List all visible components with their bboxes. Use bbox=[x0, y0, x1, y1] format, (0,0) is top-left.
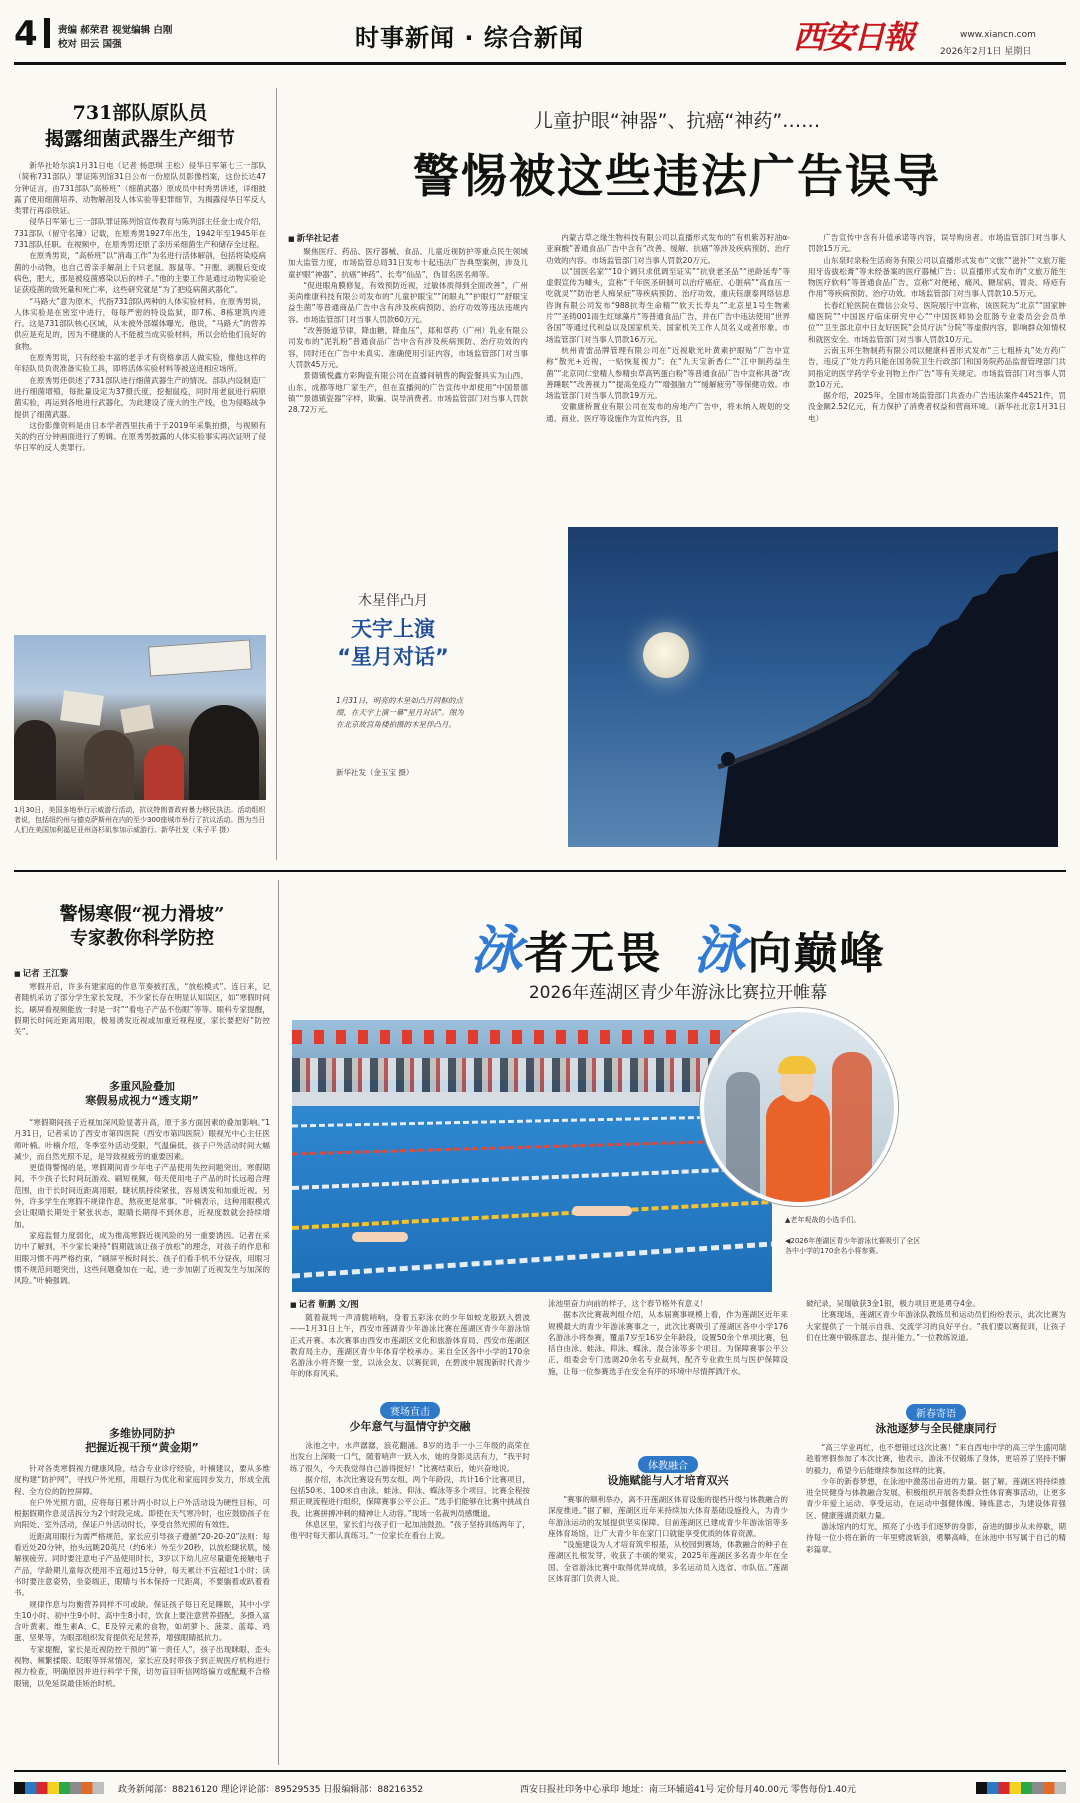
paragraph: 比赛现场，莲湖区青少年游泳队教练员和运动员们纷纷表示，此次比赛为大家提供了一个展示自我、交流学习的良好平台。“我们要以赛促训，让孩子们在比赛中锻炼意志、提升能力。”一位教练说道。 bbox=[806, 1310, 1066, 1342]
subheading: 设施赋能与人才培育双兴 bbox=[607, 1474, 729, 1487]
title-line: 天宇上演 bbox=[351, 617, 435, 641]
section-tag bbox=[548, 1454, 788, 1473]
paragraph: 据本次比赛裁判组介绍，从本届赛事规模上看，作为莲湖区近年来规模最大的青少年游泳赛事之一，此次比赛吸引了莲湖区各中小学176名游泳小将参赛，覆盖7岁至16岁全年龄段，设置50余个单项比赛，包括自由泳、蛙泳、仰泳、蝶泳、混合泳等多个项目。为保障赛事公平公正，组委会专门选调20余名专业裁判，配齐专业救生员与医护保障设施，让每一位参赛选手在安全有序的环境中尽情挥洒汗水。 bbox=[548, 1310, 788, 1376]
paragraph: 寒假开启，许多有建家庭的作息节奏被打乱，“放松模式”。连日来，记者随机采访了部分学生家长发现，不少家长存在明显认知误区，如“寒假时间长，刷屏看视频能放一时是一时”“看电子产品不伤眼”等等。眼科专家提醒，假期长时间近距离用眼，极易诱发近视或加重近视程度，家长要把好“防控关”。 bbox=[14, 982, 270, 1037]
section-rule bbox=[14, 870, 1066, 872]
page-header bbox=[0, 0, 1080, 70]
paragraph: 在原秀男还供述了731部队进行细菌武器生产的情况。部队内设制造厂进行细菌增殖，每批量设定为37摄氏度，挖掘鼠疫，同时用老鼠进行病原菌实验，再运到各地进行武器化，为此建设了庞大的生产线，也为侵略战争提供了细菌武器。 bbox=[14, 375, 266, 419]
bunting bbox=[292, 1030, 772, 1044]
article-headline: 警惕被这些违法广告误导 bbox=[413, 149, 941, 203]
moon-credit: 新华社发（金玉宝 摄） bbox=[336, 768, 414, 777]
paragraph: 针对各类寒假视力健康风险，结合专业诊疗经验，叶楠建议，要从多维度构建“防护网”，寻找户外光照，用眼行为优化和家庭同步发力，形成全流程、全方位的防控屏障。 bbox=[14, 1464, 270, 1496]
protest-photo bbox=[14, 635, 266, 800]
footer-printing: 西安日报社印务中心承印 地址：南三环辅道41号 定价每月40.00元 零售每份1.40元 bbox=[520, 1785, 856, 1795]
header-rule bbox=[14, 62, 1066, 65]
article-byline: ■ 新华社记者 bbox=[288, 232, 339, 244]
masthead-logo: 西安日報 bbox=[793, 18, 914, 56]
paragraph: 据介绍，本次比赛设有男女组、两个年龄段，共计16个比赛项目，包括50米、100米自由泳、蛙泳、仰泳、蝶泳等多个项目，比赛全程按照正规流程进行组织，保障赛事公平公正。“选手们能够在比赛中挑战自我，比赛拼搏冲刺的精神让人动容。”现场一名裁判员感慨道。 bbox=[290, 1474, 530, 1518]
subheading: 多维协同防护 把握近视干预“黄金期” bbox=[85, 1427, 199, 1454]
paragraph: 聚焦医疗、药品、医疗器械、食品、儿童近视防护等重点民生领域加大监管力度，市场监管总局31日发布十起违法广告典型案例，涉及儿童护眼“神器”、抗癌“神药”、长寿“仙品”，伪冒名医名师等。 bbox=[288, 247, 528, 279]
article-body bbox=[14, 1117, 270, 1422]
article-body bbox=[14, 160, 266, 620]
article-headline bbox=[290, 908, 1066, 983]
paragraph: 据介绍，2025年，全国市场监管部门共查办广告违法案件44521件，罚没金额2.52亿元，有力保护了消费者权益和营商环境。（新华社北京1月31日电） bbox=[808, 391, 1066, 423]
paragraph: 少年的新春梦想，在泳池中激荡出奋进的力量。据了解，莲湖区将持续推进全民健身与体教融合发展，积极组织开展各类群众性体育赛事活动，让更多青少年爱上运动、享受运动，在运动中强健体魄、锤炼意志，为建设体育强区、健康莲湖贡献力量。 bbox=[806, 1476, 1066, 1520]
page-footer bbox=[0, 1770, 1080, 1803]
tag-pill: 体教融合 bbox=[638, 1456, 698, 1473]
swimmer bbox=[352, 1232, 408, 1242]
article-body bbox=[14, 1463, 270, 1758]
headline-part: 向巅峰 bbox=[747, 928, 886, 979]
proof-line: 校对 田云 国强 bbox=[58, 39, 122, 50]
issue-date: 2026年2月1日 星期日 bbox=[940, 47, 1032, 57]
spectators bbox=[292, 1058, 772, 1092]
subheading: 少年意气与温情守护交融 bbox=[349, 1420, 471, 1433]
article-col bbox=[546, 232, 790, 516]
article-col bbox=[808, 232, 1066, 516]
child-background bbox=[726, 1072, 760, 1202]
child-background bbox=[832, 1052, 872, 1202]
tag-pill: 赛场直击 bbox=[380, 1402, 440, 1419]
paragraph: 在原秀男说，只有经验丰富的老手才有资格拿活人做实验，像他这样的年轻队员负责准备实验工具，即将活体实验材料等被送进相应场所。 bbox=[14, 353, 266, 374]
article-col bbox=[288, 246, 528, 516]
palace-roof-silhouette bbox=[568, 527, 1058, 847]
article-col bbox=[548, 1494, 788, 1762]
paragraph: 以“国医名家”“10个调只求低调至证实”“抗衰老圣品”“逆龄延寿”等虚假宣传为噱头，宣称“千年医圣研制可以治疗癌症、心脏病”“高血压一吃就灵”“防治老人痴呆症”等疾病预防、治疗功效，重庆钰康泰网络信息咨询有限公司发布“988抗寿生命精”“软天长寿丸”“北京星1号生物素片”“圣铸001雨生红球藻片”等普通食品广告，并在广告中违法使用“世界各国”等通过代利益以及国家机关、国家机关工作人员名义或者形象。市场监管部门对当事人罚款16万元。 bbox=[546, 266, 790, 344]
paragraph: 游泳馆内的灯光，照亮了小选手们逐梦的身影，奋进的脚步从未停歇，期待每一位小将在新的一年里劈波斩浪，勇攀高峰，在泳池中书写属于自己的精彩篇章。 bbox=[806, 1522, 1066, 1554]
protester bbox=[14, 720, 56, 800]
article-intro bbox=[14, 981, 270, 1075]
color-bar bbox=[976, 1782, 1066, 1794]
paragraph: 新华社哈尔滨1月31日电（记者 杨思琪 王松）侵华日军第七三一部队（简称731部队）罪证陈列馆31日公布一份原队员影像档案，这份长达47分钟证言，由731部队“高桥班”（细菌武器）原成员中村秀男讲述，详细披露了使用细菌培养、动物解剖及人体实验等犯罪细节，为揭露侵华日军反人类罪行再添铁证。 bbox=[14, 161, 266, 216]
headline-line: 警惕寒假“视力滑坡” bbox=[59, 904, 225, 925]
paragraph: “设施建设为人才培育筑牢根基，从校园到赛场，体教融合的种子在莲湖区扎根发芽，收获了丰硕的果实，2025年莲湖区多名青少年在全国、全省游泳比赛中取得优异成绩，多名运动员入选省、市队伍。”莲湖区体育部门负责人说。 bbox=[548, 1540, 788, 1584]
paragraph: 云南玉环生物制药有限公司以健康科普形式发布“三七粗桥丸”处方药广告，违反了“处方药只能在国务院卫生行政部门和国务院药品监督管理部门共同指定的医学药学专业刊物上作广告”等有关规定。市场监管部门对当事人罚款10万元。 bbox=[808, 345, 1066, 389]
article-byline: ■ 记者 王江黎 bbox=[14, 967, 68, 979]
paragraph: 这份影像资料是由日本学者西里扶甬于于2019年采集拍摄，与视频有关的约百分钟画面进行了剪辑。在原秀男披露的人体实验事实再次证明了侵华日军的反人类罪行。 bbox=[14, 420, 266, 453]
paragraph: 近距离用眼行为需严格规范，家长应引导孩子遵循“20-20-20”法则：每看近处20分钟，抬头远眺20英尺（约6米）外至少20秒，以放松睫状肌，缓解视疲劳。同时要注意电子产品使用时长，3岁以下幼儿应尽量避免接触电子产品，学龄期儿童每次使用不宜超过15分钟，每天累计不宜超过1小时；读书时要注意姿势，坐姿端正，眼睛与书本保持一尺距离，不要躺着或趴着看书。 bbox=[14, 1531, 270, 1598]
article-subtitle: 2026年莲湖区青少年游泳比赛拉开帷幕 bbox=[528, 983, 828, 1003]
paragraph: 在户外光照方面，应将每日累计两小时以上户外活动设为硬性目标，可根据假期作息灵活拆分为2个时段完成。即使在天气寒冷时，也应鼓励孩子在向阳处、室外活动，保证户外活动时长，享受自然光照的有效性。 bbox=[14, 1497, 270, 1530]
protest-sign bbox=[60, 690, 104, 725]
section-title: 时事新闻 · 综合新闻 bbox=[355, 24, 584, 52]
moon-title bbox=[308, 615, 478, 671]
article-731 bbox=[14, 90, 266, 870]
section-tag bbox=[806, 1402, 1066, 1421]
headline-line: 揭露细菌武器生产细节 bbox=[44, 128, 235, 150]
paragraph: 侵华日军第七三一部队罪证陈列馆宣传教育与陈列部主任金士成介绍，731部队（留守名簿）记载，在原秀男1927年出生，1942年至1945年在731部队任职。在视频中，在原秀男还原了亲历采细菌生产和储存全过程。 bbox=[14, 217, 266, 250]
photo-caption: ◀2026年莲湖区青少年游泳比赛吸引了全区各中小学的170余名小将参赛。 bbox=[785, 1237, 921, 1255]
paragraph: 广告宣传中含有升值承诺等内容，误导购房者。市场监管部门对当事人罚款15万元。 bbox=[808, 233, 1066, 254]
paragraph: 杭州青雷品牌管理有限公司在“近视歇光叶黄素护眼贴”广告中宣称“散光+近视，一贴恢复视力”；在“九天宝新香仁”“江中制药益生菌”“北京同仁堂精人参精虫草高钙蛋白粉”等普通食品广告中宣称具备“改善睡眠”“改善视力”“提高免疫力”“增强脑力”“缓解疲劳”等保健功效。市场监管部门对当事人罚款19万元。 bbox=[546, 345, 790, 401]
article-byline: ■ 记者 靳鹏 文/图 bbox=[290, 1298, 359, 1310]
paragraph: 破纪录，吴瑞敏获3金1银，极力项目更是勇夺4金。 bbox=[806, 1299, 980, 1308]
lane-ropes bbox=[292, 1106, 772, 1292]
child-cap bbox=[778, 1056, 816, 1074]
paragraph: 内蒙古草之缘生物科技有限公司以直播形式发布的“有机紫苏籽油α-亚麻酸”普通食品广告中含有“改善、缓解、抗癌”等涉及疾病预防、治疗功效的内容。市场监管部门对当事人罚款20万元。 bbox=[546, 233, 790, 265]
paragraph: 规律作息与均衡营养同样不可或缺。保证孩子每日充足睡眠，其中小学生10小时、初中生9小时、高中生8小时，饮食上要注意营养搭配，多摄入富含叶黄素、维生素A、C、E及锌元素的食物，如胡萝卜、菠菜、蓝莓、鸡蛋、坚果等，为眼部组织发育提供充足营养，增强眼睛抵抗力。 bbox=[14, 1599, 270, 1643]
kids-round-photo bbox=[700, 1008, 898, 1206]
article-vision bbox=[14, 885, 270, 1765]
paragraph: 长春红轮医院在微信公众号、医院展厅中宣称，该医院为“北京”“国家肿瘤医院”“中国医疗临床研究中心”“中国医师协会肛肠专业委员会会员单位”“卫生部北京中日友好医院”会员疗法“分院”等虚假内容，影响群众知情权和就医安全。市场监管部门对当事人罚款10万元。 bbox=[808, 300, 1066, 344]
moon-caption: 1月31日，明亮的木星如凸月同框的点缀，在天宇上演一幕“星月对话”。图为在北京故宫角楼拍摄的木星伴凸月。 bbox=[336, 696, 464, 729]
photo-caption: ▲老年观战的小选手们。 bbox=[785, 1216, 861, 1224]
article-swim bbox=[290, 880, 1066, 1768]
moon-kicker: 木星伴凸月 bbox=[358, 593, 428, 609]
article-col bbox=[290, 1312, 530, 1394]
article-col bbox=[548, 1298, 788, 1448]
color-bar bbox=[14, 1782, 104, 1794]
protest-sign bbox=[120, 705, 154, 734]
paragraph: 家庭监督力度弱化，成为推高寒假近视风险的另一重要诱因。记者在采访中了解到，不少家长秉持“假期就该让孩子放松”的理念，对孩子的作息和用眼习惯不再严格约束，“刷屏平板时间长、孩子们看手机不分昼夜，用眼习惯不规范问题突出，这些问题叠加在一起，进一步加剧了近视发生与加深的风险。”叶楠强调。 bbox=[14, 1230, 270, 1286]
paragraph: “改善肠道节律，降血糖，降血压”，郑和草药（广州）乳业有限公司发布的“泥乳粉”普通食品广告中含有涉及疾病预防、治疗功效的内容，同时还在广告中未真实、准确使用引证内容，市场监管部门对当事人罚款45万元。 bbox=[288, 326, 528, 369]
article-headline bbox=[14, 903, 270, 951]
headline-highlight: 泳 bbox=[693, 921, 748, 981]
paragraph: “马路大”意为原木，代指731部队两种的人体实验材料。在原秀男说，人体实验是在密室中进行，每每严密的特设监狱，即7栋、8栋建筑内进行。这是731部队核心区域，从未被外部媒体曝光。他说，“马路大”的营养供应是充足的，因为不健康的人不能被当成实验材料，所以会给他们良好的食物。 bbox=[14, 296, 266, 351]
column-divider bbox=[278, 880, 279, 1765]
column-divider bbox=[276, 88, 277, 860]
paragraph: 随着裁判一声清脆哨响，身着五彩泳衣的少年如蛟龙般跃入碧波——1月31日上午，西安市莲湖青少年游泳比赛在莲湖区青少年游泳馆正式开赛。本次赛事由西安市莲湖区文化和旅游体育局、西安市莲湖区教育局主办，莲湖区青少年体育学校承办。来自全区各中小学的170余名游泳小将齐聚一堂，以泳会友、以赛促训，在碧波中展现新时代青少年的体育风采。 bbox=[290, 1313, 530, 1379]
tag-pill: 新春寄语 bbox=[906, 1404, 966, 1421]
page-number: 4 bbox=[14, 14, 38, 54]
paragraph: 泳池里奋力向前的样子，这个春节格外有意义！ bbox=[548, 1299, 708, 1308]
protest-sign bbox=[148, 639, 252, 676]
headline-part: 者无畏 bbox=[524, 928, 663, 979]
protester bbox=[84, 730, 134, 800]
protester bbox=[189, 705, 259, 800]
pool-photo bbox=[292, 1020, 772, 1292]
paragraph: “促进眼角膜修复，有效预防近视，过敏体质得到全面改善”，广州美尚维康科技有限公司发布的“儿童护眼宝”“闭眼丸”“护眼灯”“舒眼宝益生菌”等普通商品广告中含有涉及疾病预防、治疗功效等违法违规内容。市场监管部门对当事人罚款60万元。 bbox=[288, 280, 528, 324]
headline-line: 专家教你科学防控 bbox=[70, 928, 214, 949]
paragraph: “高三学业再忙，也不想错过这次比赛！”来自西电中学的高三学生盛同瑞趁着寒假参加了本次比赛，他表示，游泳不仅锻炼了身体，更培养了坚持不懈的毅力，希望今后能继续参加这样的比赛。 bbox=[806, 1443, 1066, 1475]
article-col bbox=[806, 1442, 1066, 1762]
subheading: 多重风险叠加 寒假易成视力“透支期” bbox=[85, 1080, 199, 1107]
site-url: www.xiancn.com bbox=[960, 30, 1036, 40]
paragraph: 泳池之中，水声潺潺，浪花翻涌。8岁的选手一小三年级的高荣在出发台上深吸一口气，随着哨声一跃入水，她的身影灵活有力，“我平时练了很久，今天我觉得自己游得挺好！”比赛结束后，她兴奋地说。 bbox=[290, 1441, 530, 1473]
paragraph: 在原秀男说，“高桥班”以“消毒工作”为名进行活体解剖，包括将染疫病菌的小动物，也自己曾亲手解剖上千只老鼠、豚鼠等。“开膛、剥腹后变成病色，肥大，那是被疫菌感染以后的样子。”他的主要工作是通过动物实验论证获疫菌的致死量和死亡率，这些研究就是“为了把疫病菌武器化”。 bbox=[14, 251, 266, 295]
article-col bbox=[290, 1440, 530, 1762]
section-tag bbox=[290, 1400, 530, 1419]
article-kicker: 儿童护眼“神器”、抗癌“神药”…… bbox=[533, 110, 821, 132]
paragraph: “寒假期间孩子近视加深风险显著升高，原于多方面因素的叠加影响。”1月31日，记者采访了西安市第四医院（西安市第四医院）眼视光中心主任医师叶楠。叶楠介绍，冬季室外活动受限，气温偏低，孩子户外活动时间大幅减少，而自然光照不足，是导致视疲劳的重要因素。 bbox=[14, 1118, 270, 1161]
swimmer bbox=[572, 1206, 632, 1216]
paragraph: “赛事的顺利举办，离不开莲湖区体育设施的提档升级与体教融合的深度推进。”据了解，莲湖区近年来持续加大体育基础设施投入，为青少年游泳运动的发展提供坚实保障。目前莲湖区已建成青少年游泳馆等多座体育场馆，让广大青少年在家门口就能享受优质的体育资源。 bbox=[548, 1495, 788, 1538]
moon-photo bbox=[568, 527, 1058, 847]
paragraph: 专家提醒，家长是近视防控干预的“第一责任人”，孩子出现眯眼、歪头视物、频繁揉眼、眨眼等异常情况，家长应及时带孩子到正规医疗机构进行视力检查，明确原因并进行科学干预，切勿盲目听信网络偏方或配戴不合格眼镜，以免延误最佳矫治时机。 bbox=[14, 1644, 270, 1688]
paragraph: 景德镇悦鑫方彩陶瓷有限公司在直播间销售的陶瓷餐具实为山西、山东、成都等地厂家生产，但在直播间的广告宣传中却使用“中国景德镇”“景德镇瓷器”字样，欺骗、误导消费者。市场监管部门对当事人罚款28.72万元。 bbox=[288, 371, 528, 415]
title-line: “星月对话” bbox=[337, 645, 449, 669]
article-ads bbox=[288, 80, 1066, 520]
paragraph: 安徽康桥置业有限公司在发布的房地产广告中，将未纳入规划的交通、商业、医疗等设施作为宣传内容，且 bbox=[546, 402, 790, 423]
moon-story bbox=[288, 520, 1066, 860]
subheading: 泳池逐梦与全民健康同行 bbox=[875, 1422, 997, 1435]
paragraph: 更值得警惕的是，寒假期间青少年电子产品使用失控问题突出。寒假期间，不少孩子长时间玩游戏、刷短视频，每天使用电子产品的时长远超合理范围，由于长时间近距离用眼，睫状肌持续紧张，容易诱发和加重近视。另外，许多学生在寒假不规律作息，熬夜更是常事。“叶楠表示，这种用眼模式会让眼睛长期处于紧张状态，眼睛长期得不到休息，近视度数就会持续增加。 bbox=[14, 1163, 270, 1229]
article-headline bbox=[14, 100, 266, 152]
photo-caption: 1月30日，美国多地举行示威游行活动，抗议特朗普政府暴力移民执法。活动组织者说，包括纽约州与德克萨斯州在内的至少300座城市举行了抗议活动。图为当日人们在美国加利福尼亚州洛杉矶参加示威游行。新华社发（朱子平 摄） bbox=[14, 806, 266, 834]
child-orange-jacket bbox=[766, 1094, 830, 1204]
headline-line: 731部队原队员 bbox=[72, 102, 208, 124]
article-col bbox=[806, 1298, 1066, 1396]
page-number-mark bbox=[44, 18, 50, 48]
footer-rule bbox=[14, 1770, 1066, 1772]
headline-highlight: 泳 bbox=[470, 921, 525, 981]
editor-line: 责编 郝荣君 视觉编辑 白刚 bbox=[58, 25, 173, 36]
paragraph: 休息区里，家长们与孩子们一起加油鼓劲。“孩子坚持训练两年了，他平时每天都认真练习。”一位家长在看台上说。 bbox=[290, 1520, 530, 1541]
footer-contacts: 政务新闻部：88216120 理论评论部：89529535 日报编辑部：88216352 bbox=[118, 1785, 424, 1795]
protester-shirt bbox=[144, 745, 184, 800]
paragraph: 山东泉时泉粉生活商务有限公司以直播形式发布“文旅”“滋补”“文旅万能用牙齿拔松膏”等未经备案的医疗器械广告；以直播形式发布的“文旅万能生物医疗软料”等普通食品广告，宣称“对便秘、痛风、糖尿病、胃炎、痔疮有作用”等疾病预防、治疗功效。市场监管部门对当事人罚款10.5万元。 bbox=[808, 255, 1066, 299]
